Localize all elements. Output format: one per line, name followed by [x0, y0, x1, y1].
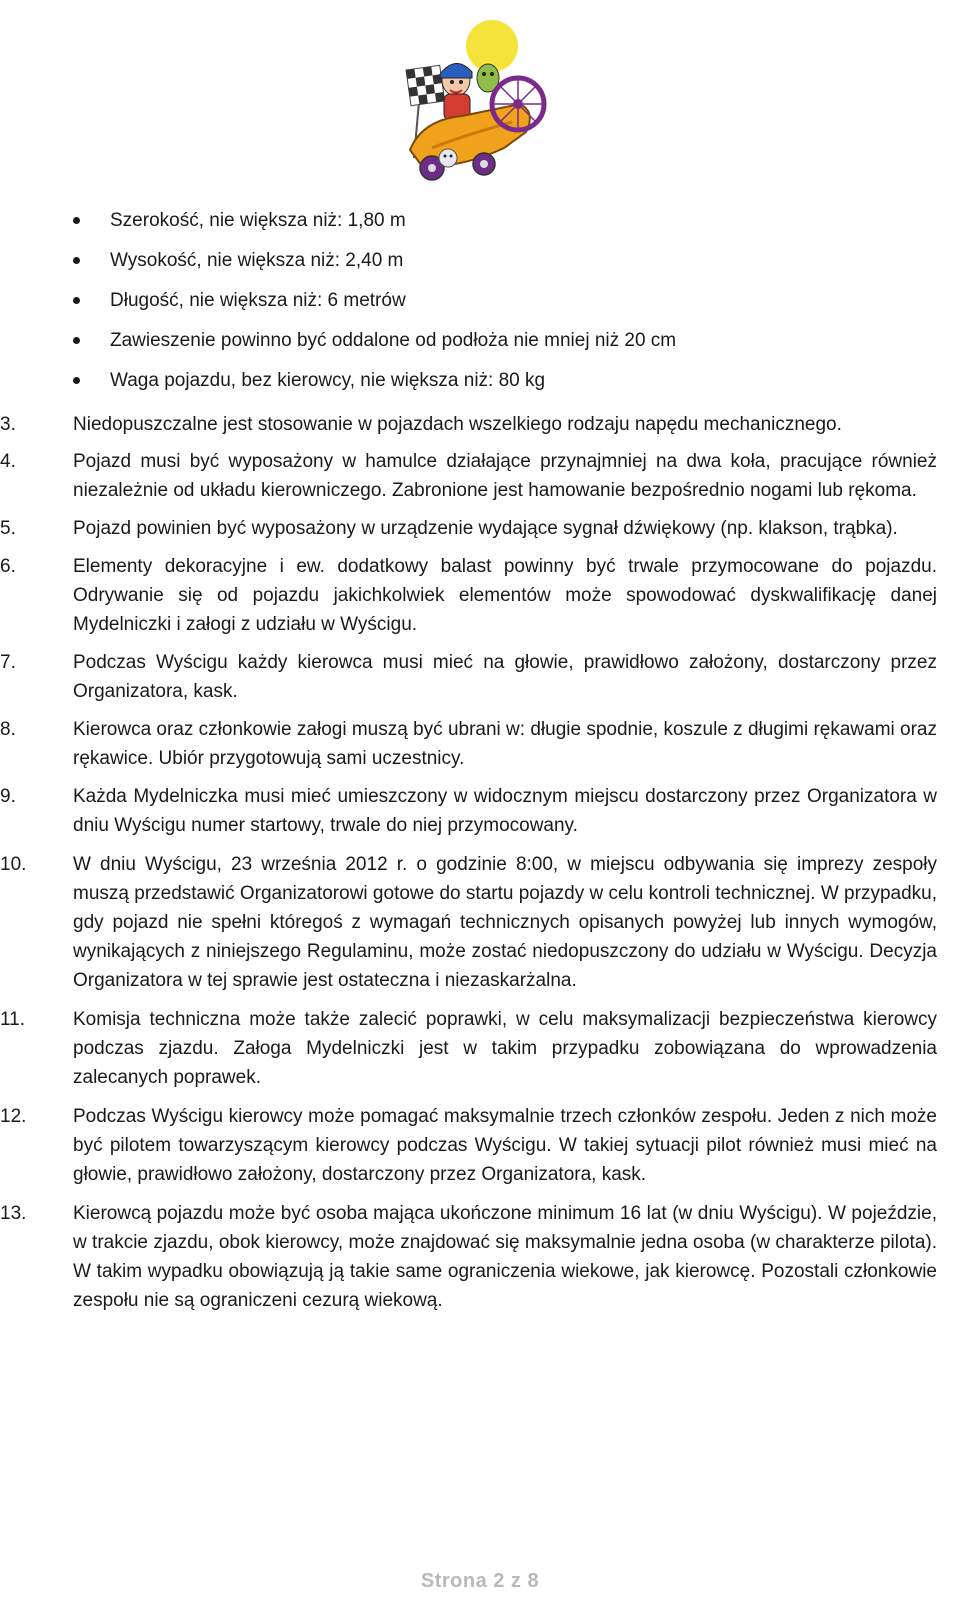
- item-number: 11.: [0, 1009, 26, 1030]
- list-item: [0, 782, 960, 840]
- item-number: 4.: [0, 451, 16, 472]
- item-text: W dniu Wyścigu, 23 września 2012 r. o godzinie 8:00, w miejscu odbywania się imprezy zespoły muszą przedstawić Organizatorowi gotowe do startu pojazdy w celu kontroli technicznej. W przypadku, gdy pojazd nie spełni któregoś z wymagań technicznych opisanych powyżej lub innych wymogów, wynikających z niniejszego Regulaminu, może zostać niedopuszczony do udziału w Wyścigu. Decyzja Organizatora w tej sprawie jest ostateczna i niezaskarżalna.: [73, 854, 937, 991]
- list-item: [0, 250, 960, 290]
- list-item: [0, 1005, 960, 1092]
- list-item: [0, 715, 960, 773]
- item-number: 12.: [0, 1106, 27, 1127]
- bullet-list: [0, 210, 960, 410]
- item-number: 3.: [0, 414, 16, 435]
- bullet-text: Długość, nie większa niż: 6 metrów: [110, 290, 406, 311]
- item-text: Podczas Wyścigu każdy kierowca musi mieć na głowie, prawidłowo założony, dostarczony przez Organizatora, kask.: [73, 652, 937, 702]
- item-number: 10.: [0, 854, 27, 875]
- item-number: 6.: [0, 556, 16, 577]
- list-item: [0, 447, 960, 505]
- item-text: Pojazd musi być wyposażony w hamulce działające przynajmniej na dwa koła, pracujące również niezależnie od układu kierowniczego. Zabronione jest hamowanie bezpośrednio nogami lub rękoma.: [73, 451, 937, 501]
- list-item: [0, 370, 960, 410]
- item-text: Pojazd powinien być wyposażony w urządzenie wydające sygnał dźwiękowy (np. klakson, trąbka).: [73, 518, 898, 539]
- list-item: [0, 330, 960, 370]
- regulations-content: [0, 210, 960, 1315]
- item-number: 5.: [0, 518, 16, 539]
- item-number: 8.: [0, 719, 16, 740]
- bullet-icon: [73, 337, 80, 344]
- list-item: [0, 210, 960, 250]
- item-text: Komisja techniczna może także zalecić poprawki, w celu maksymalizacji bezpieczeństwa kierowcy podczas zjazdu. Załoga Mydelniczki jest w takim przypadku zobowiązana do wprowadzenia zalecanych poprawek.: [73, 1009, 937, 1088]
- item-number: 9.: [0, 786, 16, 807]
- bullet-text: Waga pojazdu, bez kierowcy, nie większa niż: 80 kg: [110, 370, 546, 391]
- list-item: [0, 290, 960, 330]
- bullet-icon: [73, 297, 80, 304]
- item-text: Kierowcą pojazdu może być osoba mająca ukończone minimum 16 lat (w dniu Wyścigu). W pojeździe, w trakcie zjazdu, obok kierowcy, może znajdować się maksymalnie jedna osoba (w charakterze pilota). W takim wypadku obowiązują ją takie same ograniczenia wiekowe, jak kierowcę. Pozostali członkowie zespołu nie są ograniczeni cezurą wiekową.: [73, 1203, 937, 1311]
- list-item: [0, 648, 960, 706]
- list-item: [0, 1199, 960, 1315]
- list-item: [0, 1102, 960, 1189]
- item-text: Niedopuszczalne jest stosowanie w pojazdach wszelkiego rodzaju napędu mechanicznego.: [73, 414, 842, 435]
- numbered-list: [0, 410, 960, 1315]
- page-footer: Strona 2 z 8: [420, 1570, 540, 1592]
- item-text: Podczas Wyścigu kierowcy może pomagać maksymalnie trzech członków zespołu. Jeden z nich może być pilotem towarzyszącym kierowcy podczas Wyścigu. W takiej sytuacji pilot również musi mieć na głowie, prawidłowo założony, dostarczony przez Organizatora, kask.: [73, 1106, 937, 1185]
- race-car-logo: [392, 8, 552, 188]
- bullet-text: Zawieszenie powinno być oddalone od podłoża nie mniej niż 20 cm: [110, 330, 677, 351]
- bullet-text: Wysokość, nie większa niż: 2,40 m: [110, 250, 404, 271]
- bullet-text: Szerokość, nie większa niż: 1,80 m: [110, 210, 406, 231]
- bullet-icon: [73, 257, 80, 264]
- list-item: [0, 514, 960, 543]
- list-item: [0, 850, 960, 995]
- item-number: 13.: [0, 1203, 27, 1224]
- bullet-icon: [73, 377, 80, 384]
- item-text: Elementy dekoracyjne i ew. dodatkowy balast powinny być trwale przymocowane do pojazdu. Odrywanie się od pojazdu jakichkolwiek elementów może spowodować dyskwalifikację danej Mydelniczki i załogi z udziału w Wyścigu.: [73, 556, 937, 635]
- item-text: Każda Mydelniczka musi mieć umieszczony w widocznym miejscu dostarczony przez Organizatora w dniu Wyścigu numer startowy, trwale do niej przymocowany.: [73, 786, 937, 836]
- list-item: [0, 552, 960, 639]
- bullet-icon: [73, 217, 80, 224]
- item-number: 7.: [0, 652, 16, 673]
- item-text: Kierowca oraz członkowie załogi muszą być ubrani w: długie spodnie, koszule z długimi rękawami oraz rękawice. Ubiór przygotowują sami uczestnicy.: [73, 719, 937, 769]
- list-item: [0, 410, 960, 439]
